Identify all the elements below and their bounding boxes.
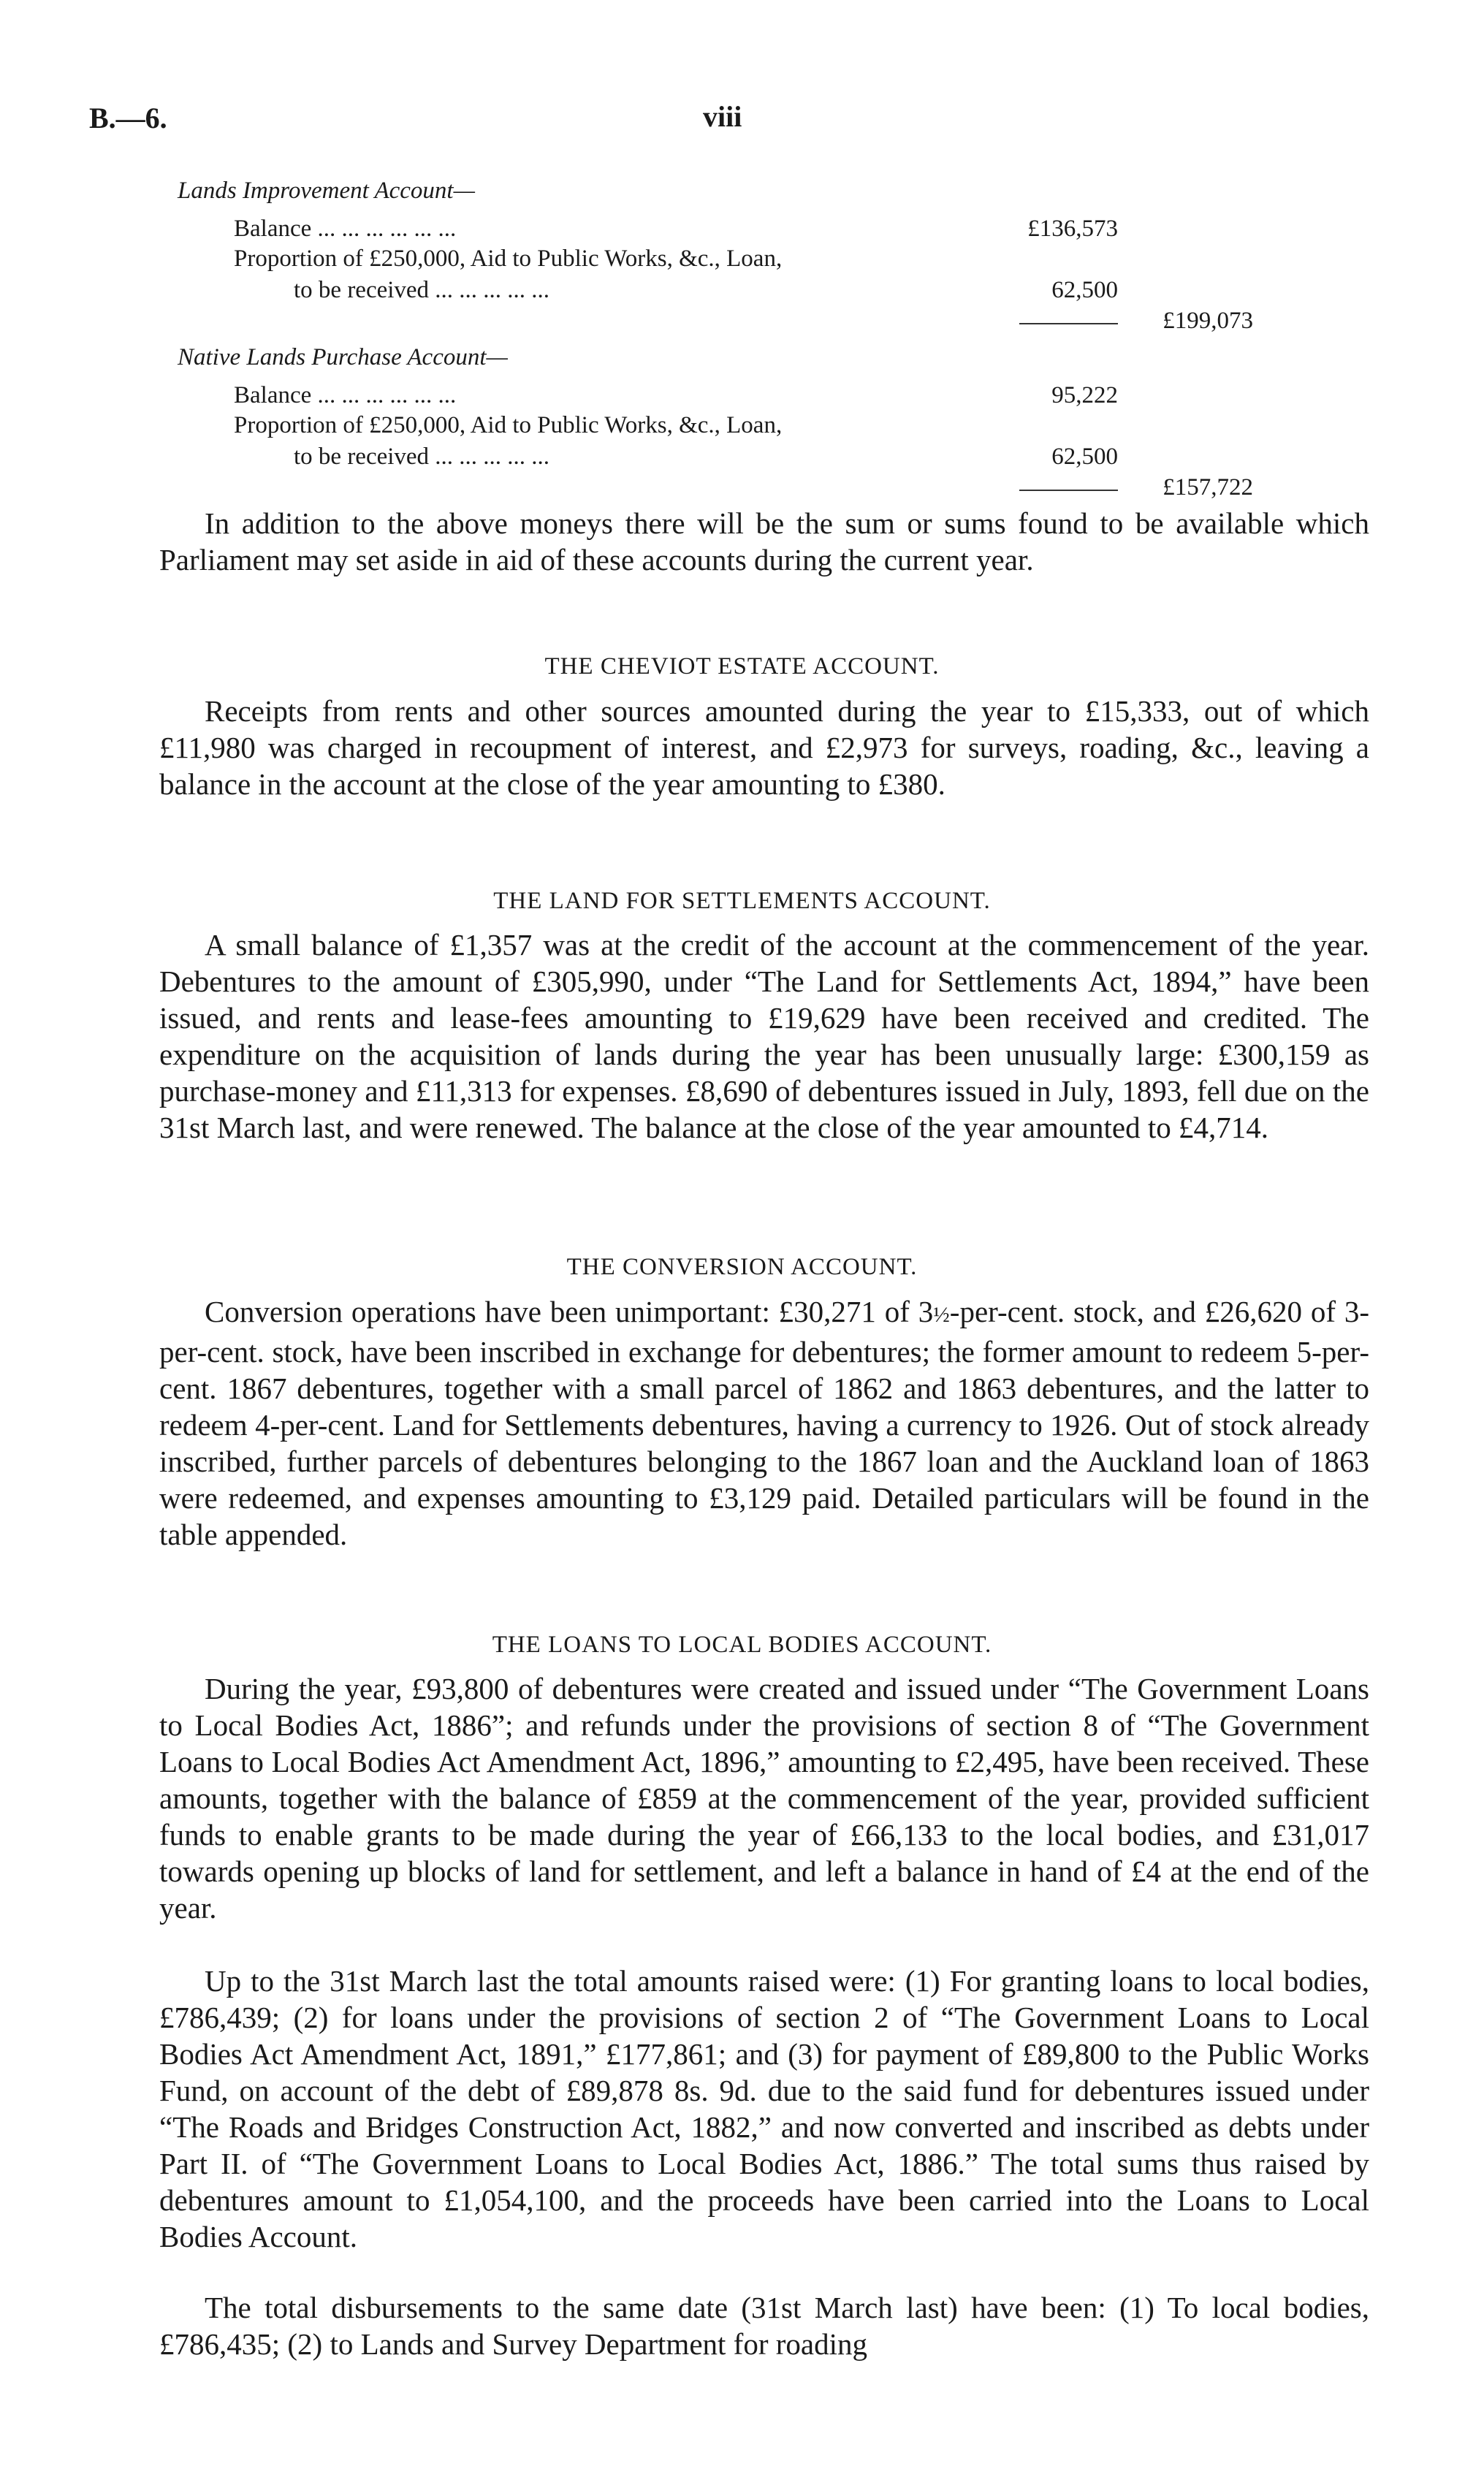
subtotal-rule <box>1019 323 1118 324</box>
account-total: £157,722 <box>1163 474 1253 501</box>
loans-local-bodies-paragraph-2: Up to the 31st March last the total amounts raised were: (1) For granting loans to local bodies, £786,439; (2) for loans under the provisions of section 2 of “The Government Loans to Local Bodies Act Amendment Act, 1891,” £177,861; and (3) for payment of £89,800 to the Public Works Fund, on account of the debt of £89,878 8s. 9d. due to the said fund for debentures issued under “The Roads and Bridges Construction Act, 1882,” and now converted and inscribed as debts under Part II. of “The Government Loans to Local Bodies Act, 1886.” The total sums thus raised by debentures amount to £1,054,100, and the proceeds have been carried into the Loans to Local Bodies Account. <box>159 1964 1369 2253</box>
conversion-text-start: Conversion operations have been unimportant: £30,271 of 3 <box>205 1295 934 1328</box>
loans-local-bodies-paragraph-3: The total disbursements to the same date (31st March last) have been: (1) To local bodies, £786,435; (2) to Lands and Survey Department for roading <box>159 2291 1369 2361</box>
conversion-text-rest: -per-cent. stock, and £26,620 of 3-per-cent. stock, have been inscribed in exchange for debentures; the former amount to redeem 5-per-cent. 1867 debentures, together with a small parcel of 1862 and 1863 debentures, and the latter to redeem 4-per-cent. Land for Settlements debentures, having a currency to 1926. Out of stock already inscribed, further parcels of debentures belonging to the 1867 loan and the Auckland loan of 1863 were redeemed, and expenses amounting to £3,129 paid. Detailed particulars will be found in the table appended. <box>159 1295 1369 1551</box>
loans-local-bodies-heading: THE LOANS TO LOCAL BODIES ACCOUNT. <box>492 1632 992 1658</box>
parliamentary-paper-reference: B.—6. <box>89 102 167 134</box>
land-settlements-heading: THE LAND FOR SETTLEMENTS ACCOUNT. <box>493 888 991 914</box>
balance-amount: £136,573 <box>1027 216 1118 242</box>
conversion-paragraph <box>159 1293 1369 1553</box>
native-lands-purchase-account <box>0 344 1484 501</box>
balance-label: Balance ... ... ... ... ... ... <box>234 382 457 408</box>
intro-paragraph: In addition to the above moneys there will be the sum or sums found to be available which Parliament may set aside in aid of these accounts during the current year. <box>159 506 1369 577</box>
cheviot-heading: THE CHEVIOT ESTATE ACCOUNT. <box>544 653 940 680</box>
subtotal-rule <box>1019 490 1118 491</box>
account-title: Lands Improvement Account— <box>178 178 475 204</box>
balance-label: Balance ... ... ... ... ... ... <box>234 216 457 242</box>
received-amount: 62,500 <box>1051 444 1118 470</box>
loans-local-bodies-paragraph-1: During the year, £93,800 of debentures were created and issued under “The Government Loans to Local Bodies Act, 1886”; and refunds under the provisions of section 8 of “The Government Loans to Local Bodies Act Amendment Act, 1896,” amounting to £2,495, have been received. These amounts, together with the balance of £859 at the commencement of the year, provided sufficient funds to enable grants to be made during the year of £66,133 to the local bodies, and £31,017 towards opening up blocks of land for settlement, and left a balance in hand of £4 at the end of the year. <box>159 1672 1369 1925</box>
conversion-heading: THE CONVERSION ACCOUNT. <box>566 1254 918 1280</box>
page-number: viii <box>703 100 742 133</box>
received-amount: 62,500 <box>1051 277 1118 303</box>
land-settlements-paragraph: A small balance of £1,357 was at the credit of the account at the commencement of the year. Debentures to the amount of £305,990, under “The Land for Settlements Act, 1894,” have been issued, and rents and lease-fees amounting to £19,629 have been received and credited. The expenditure on the acquisition of lands during the year has been unusually large: £300,159 as purchase-money and £11,313 for expenses. £8,690 of debentures issued in July, 1893, fell due on the 31st March last, and were renewed. The balance at the close of the year amounted to £4,714. <box>159 928 1369 1144</box>
cheviot-paragraph: Receipts from rents and other sources amounted during the year to £15,333, out of which £11,980 was charged in recoupment of interest, and £2,973 for surveys, roading, &c., leaving a balance in the account at the close of the year amounting to £380. <box>159 694 1369 801</box>
account-total: £199,073 <box>1163 308 1253 334</box>
proportion-label: Proportion of £250,000, Aid to Public Works, &c., Loan, <box>234 412 783 438</box>
received-label: to be received ... ... ... ... ... <box>294 444 550 470</box>
one-half-fraction: ½ <box>933 1303 950 1327</box>
lands-improvement-account <box>0 178 1484 334</box>
account-title: Native Lands Purchase Account— <box>178 344 508 370</box>
proportion-label: Proportion of £250,000, Aid to Public Works, &c., Loan, <box>234 246 783 272</box>
balance-amount: 95,222 <box>1051 382 1118 408</box>
received-label: to be received ... ... ... ... ... <box>294 277 550 303</box>
